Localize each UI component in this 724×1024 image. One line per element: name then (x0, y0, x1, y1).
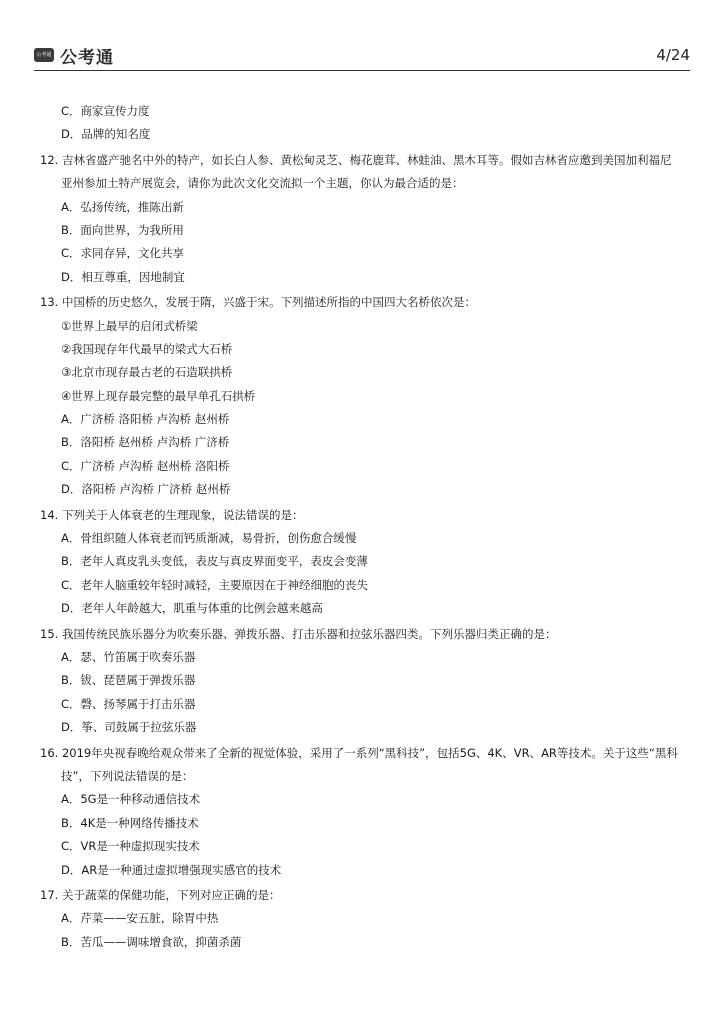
option-text: 亚州参加土特产展览会，请你为此次文化交流拟一个主题，你认为最合适的是： (61, 176, 464, 191)
brand-name: 公考通 (60, 48, 114, 68)
brand-logo-icon: 公考通 (34, 48, 54, 62)
option-text: C．VR是一种虚拟现实技术 (61, 839, 200, 854)
document-body (40, 100, 690, 954)
option-text: B．钹、琵琶属于弹拨乐器 (61, 673, 196, 688)
question-text: 15. 我国传统民族乐器分为吹奏乐器、弹拨乐器、打击乐器和拉弦乐器四类。下列乐器归类正确的是： (40, 626, 557, 641)
page-header (34, 42, 690, 71)
option-text: C．广济桥 卢沟桥 赵州桥 洛阳桥 (61, 458, 230, 473)
option-text: ①世界上最早的启闭式桥梁 (61, 318, 198, 333)
option-text: 技”，下列说法错误的是： (61, 768, 194, 783)
option-text: D．品牌的知名度 (61, 127, 151, 142)
question-text: 12. 吉林省盛产驰名中外的特产，如长白人参、黄松甸灵芝、梅花鹿茸、林蛙油、黑木耳等。假如吉林省应邀到美国加利福尼 (40, 152, 672, 167)
option-text: B．苦瓜——调味增食欲，抑菌杀菌 (61, 934, 242, 949)
question-text: 16. 2019年央视春晚给观众带来了全新的视觉体验，采用了一系列“黑科技”，包括5G、4K、VR、AR等技术。关于这些“黑科 (40, 745, 678, 760)
option-text: D．老年人年龄越大，肌重与体重的比例会越来越高 (61, 601, 323, 616)
question-text: 14. 下列关于人体衰老的生理现象，说法错误的是： (40, 507, 304, 522)
option-text: A．弘扬传统，推陈出新 (61, 199, 184, 214)
option-text: ②我国现存年代最早的梁式大石桥 (61, 341, 233, 356)
option-text: A．5G是一种移动通信技术 (61, 792, 201, 807)
question-text: 13. 中国桥的历史悠久，发展于隋，兴盛于宋。下列描述所指的中国四大名桥依次是： (40, 295, 476, 310)
option-text: B．4K是一种网络传播技术 (61, 815, 199, 830)
option-text: B．洛阳桥 赵州桥 卢沟桥 广济桥 (61, 435, 230, 450)
option-text: B．老年人真皮乳头变低，表皮与真皮界面变平，表皮会变薄 (61, 554, 368, 569)
option-text: B．面向世界，为我所用 (61, 222, 184, 237)
option-text: D．筝、司鼓属于拉弦乐器 (61, 720, 197, 735)
page-number: 4/24 (656, 46, 690, 64)
option-text: ④世界上现存最完整的最早单孔石拱桥 (61, 388, 256, 403)
option-text: A．瑟、竹笛属于吹奏乐器 (61, 649, 196, 664)
option-text: C．商家宣传力度 (61, 104, 150, 118)
question-text: 17. 关于蔬菜的保健功能，下列对应正确的是： (40, 887, 281, 902)
option-text: A．广济桥 洛阳桥 卢沟桥 赵州桥 (61, 412, 230, 427)
option-text: C．求同存异，文化共享 (61, 246, 185, 261)
option-text: D．相互尊重，因地制宜 (61, 269, 185, 284)
option-text: C．磬、扬琴属于打击乐器 (61, 696, 196, 711)
option-text: D．AR是一种通过虚拟增强现实感官的技术 (61, 862, 282, 877)
option-text: C．老年人脑重较年轻时减轻，主要原因在于神经细胞的丧失 (61, 577, 369, 592)
option-text: ③北京市现存最古老的石造联拱桥 (61, 365, 233, 380)
option-text: A．芹菜——安五脏，除胃中热 (61, 911, 219, 926)
option-text: A．骨组织随人体衰老而钙质渐减，易骨折，创伤愈合缓慢 (61, 531, 357, 546)
option-text: D．洛阳桥 卢沟桥 广济桥 赵州桥 (61, 482, 231, 497)
